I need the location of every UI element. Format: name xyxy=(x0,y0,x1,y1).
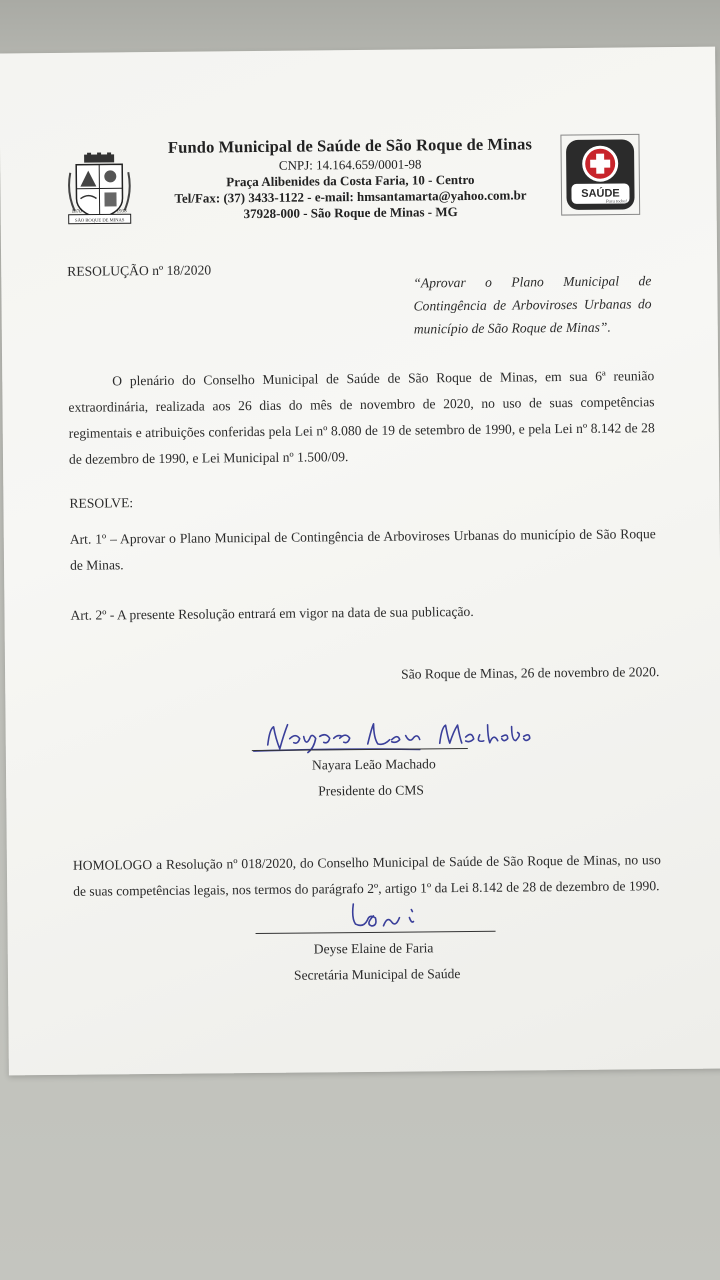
signer-1-role: Presidente do CMS xyxy=(318,782,425,799)
signature-deyse-icon xyxy=(343,897,443,932)
address-line: Praça Alibenides da Costa Faria, 10 - Centro xyxy=(226,171,475,190)
municipal-crest-icon xyxy=(66,152,133,227)
contact-line: Tel/Fax: (37) 3433-1122 - e-mail: hmsantamarta@yahoo.com.br xyxy=(174,187,527,206)
crest-banner: SÃO ROQUE DE MINAS xyxy=(74,217,125,223)
seal-subtext: Para todos! xyxy=(605,198,628,204)
document-page xyxy=(0,47,720,1076)
signer-2-role: Secretária Municipal de Saúde xyxy=(293,966,461,983)
place-date: São Roque de Minas, 26 de novembro de 2020. xyxy=(401,664,660,682)
preamble-paragraph: O plenário do Conselho Municipal de Saúde de São Roque de Minas, em sua 6ª reunião extraordinária, realizada aos 26 dias do mês de novembro de 2020, no uso de suas competências regimentais e atribuições conferidas pela Lei nº 8.080 de 19 de setembro de 1990, e pela Lei nº 8.142 de 28 de dezembro de 1990, e Lei Municipal nº 1.500/09. xyxy=(68,368,655,467)
resolution-ementa: “Aprovar o Plano Municipal de Contingência de Arboviroses Urbanas do município de São Roque de Minas”. xyxy=(413,273,652,337)
crest-year-left: 1870 xyxy=(71,209,82,215)
signer-2-name: Deyse Elaine de Faria xyxy=(313,940,434,957)
article-1: Art. 1º – Aprovar o Plano Municipal de Contingência de Arboviroses Urbanas do município de São Roque de Minas. xyxy=(69,526,656,573)
signer-1-name: Nayara Leão Machado xyxy=(311,756,436,773)
crest-year-right: 1938 xyxy=(116,209,127,215)
article-2: Art. 2º - A presente Resolução entrará em vigor na data de sua publicação. xyxy=(70,603,474,623)
signature-2-line xyxy=(256,931,496,934)
seal-text: SAÚDE xyxy=(581,187,620,200)
cnpj-line: CNPJ: 14.164.659/0001-98 xyxy=(278,156,422,173)
homologation-paragraph: HOMOLOGO a Resolução nº 018/2020, do Conselho Municipal de Saúde de São Roque de Minas, no uso de suas competências legais, nos termos do parágrafo 2º, artigo 1º da Lei 8.142 de 28 de dezembro de 1990. xyxy=(72,852,661,899)
resolution-number: RESOLUÇÃO nº 18/2020 xyxy=(67,262,212,279)
cep-city-line: 37928-000 - São Roque de Minas - MG xyxy=(243,204,458,222)
resolve-heading: RESOLVE: xyxy=(69,495,134,511)
institution-title: Fundo Municipal de Saúde de São Roque de Minas xyxy=(167,134,533,157)
saude-seal-icon xyxy=(560,133,641,216)
